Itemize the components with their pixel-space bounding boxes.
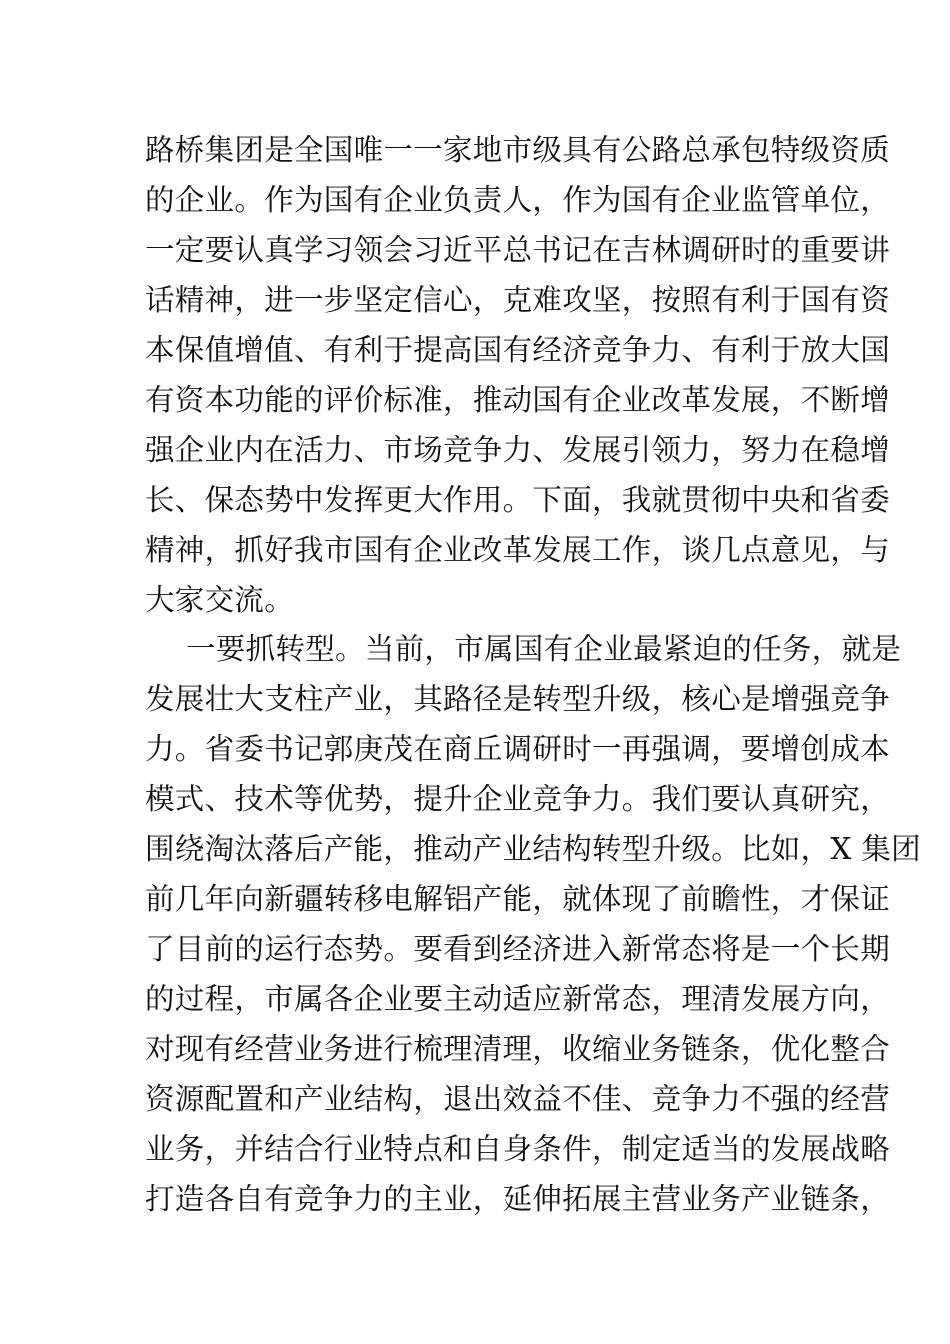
text-line: 一定要认真学习领会习近平总书记在吉林调研时的重要讲 — [145, 233, 891, 267]
text-line: 业务，并结合行业特点和自身条件，制定适当的发展战略 — [145, 1132, 891, 1166]
text-line: 围绕淘汰落后产能，推动产业结构转型升级。比如，X 集团 — [145, 832, 921, 866]
text-line: 模式、技术等优势，提升企业竞争力。我们要认真研究， — [145, 782, 891, 816]
text-line: 强企业内在活力、市场竞争力、发展引领力，努力在稳增 — [145, 433, 891, 467]
text-line: 了目前的运行态势。要看到经济进入新常态将是一个长期 — [145, 932, 891, 966]
text-line: 力。省委书记郭庚茂在商丘调研时一再强调，要增创成本 — [145, 732, 891, 766]
text-line: 打造各自有竞争力的主业，延伸拓展主营业务产业链条， — [145, 1182, 891, 1216]
text-line: 大家交流。 — [145, 583, 295, 617]
text-line: 本保值增值、有利于提高国有经济竞争力、有利于放大国 — [145, 333, 891, 367]
text-line: 资源配置和产业结构，退出效益不佳、竞争力不强的经营 — [145, 1082, 891, 1116]
text-line: 精神，抓好我市国有企业改革发展工作，谈几点意见，与 — [145, 533, 891, 567]
text-line: 路桥集团是全国唯一一家地市级具有公路总承包特级资质 — [145, 133, 891, 167]
text-line: 的过程，市属各企业要主动适应新常态，理清发展方向， — [145, 982, 891, 1016]
paragraph-first-line: 一要抓转型。当前，市属国有企业最紧迫的任务，就是 — [186, 632, 902, 666]
text-line: 话精神，进一步坚定信心，克难攻坚，按照有利于国有资 — [145, 283, 891, 317]
text-line: 对现有经营业务进行梳理清理，收缩业务链条，优化整合 — [145, 1032, 891, 1066]
text-line: 有资本功能的评价标准，推动国有企业改革发展，不断增 — [145, 383, 891, 417]
text-line: 发展壮大支柱产业，其路径是转型升级，核心是增强竞争 — [145, 682, 891, 716]
text-line: 前几年向新疆转移电解铝产能，就体现了前瞻性，才保证 — [145, 882, 891, 916]
text-line: 的企业。作为国有企业负责人，作为国有企业监管单位， — [145, 183, 891, 217]
text-line: 长、保态势中发挥更大作用。下面，我就贯彻中央和省委 — [145, 483, 891, 517]
